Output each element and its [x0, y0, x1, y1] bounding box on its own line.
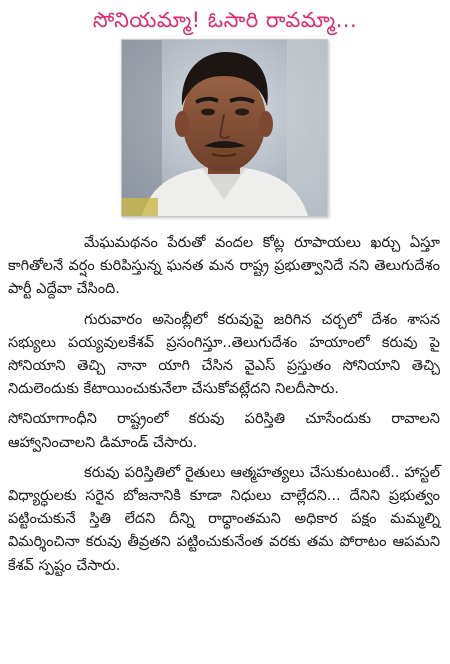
article-body: [8, 232, 440, 585]
portrait-photo: [121, 39, 328, 217]
portrait-illustration: [122, 40, 327, 216]
article-paragraph: కరువు పరిస్తితిలో రైతులు ఆత్మహత్యలు చేసుకుంటుంటే.. హాస్టల్ విధ్యార్ధులకు సరైన బోజనానికి కూడా నిధులు చాల్లేదని... దేనిని ప్రభుత్వం పట్టించుకునే స్తితి లేదని దీన్ని రాధ్ధాంతమని అధికార పక్షం మమ్మల్ని విమర్శించినా కరువు తీవ్రతని పట్టించుకునేంత వరకు తమ పోరాటం ఆపమని కేశవ్ స్పష్టం చేసారు.: [8, 464, 440, 574]
article-paragraph: గురువారం అసెంబ్లీలో కరువుపై జరిగిన చర్చలో దేశం శాసన సభ్యులు పయ్యవులకేశవ్ ప్రసంగిస్తూ..తెలుగుదేశం హయాంలో కరువు పై సోనియాని తెచ్చి నానా యాగి చేసిన వైఎస్ ప్రస్తుతం సోనియాని తెచ్చి నిదులెందుకు కేటాయించుకునేలా చేసుకోవట్లేదని నిలదీసారు.: [8, 311, 440, 398]
page-title: సోనియమ్మా! ఓసారి రావమ్మా...: [92, 8, 358, 32]
article-paragraph: మేఘమథనం పేరుతో వందల కోట్ల రూపాయలు ఖర్చు ఏస్తూ కాగితోలనే వర్షం కురిపిస్తున్న ఘనత మన రాష్ట్ర ప్రభుత్వానిదే నని తెలుగుదేశం పార్టీ ఎద్దేవా చేసింది.: [8, 235, 440, 298]
article-paragraph: సోనియాగాంధీని రాష్ట్రంలో కరువు పరిస్తితి చూసేందుకు రావాలని ఆహ్వానించాలని డిమాండ్ చేసారు.: [8, 411, 440, 451]
